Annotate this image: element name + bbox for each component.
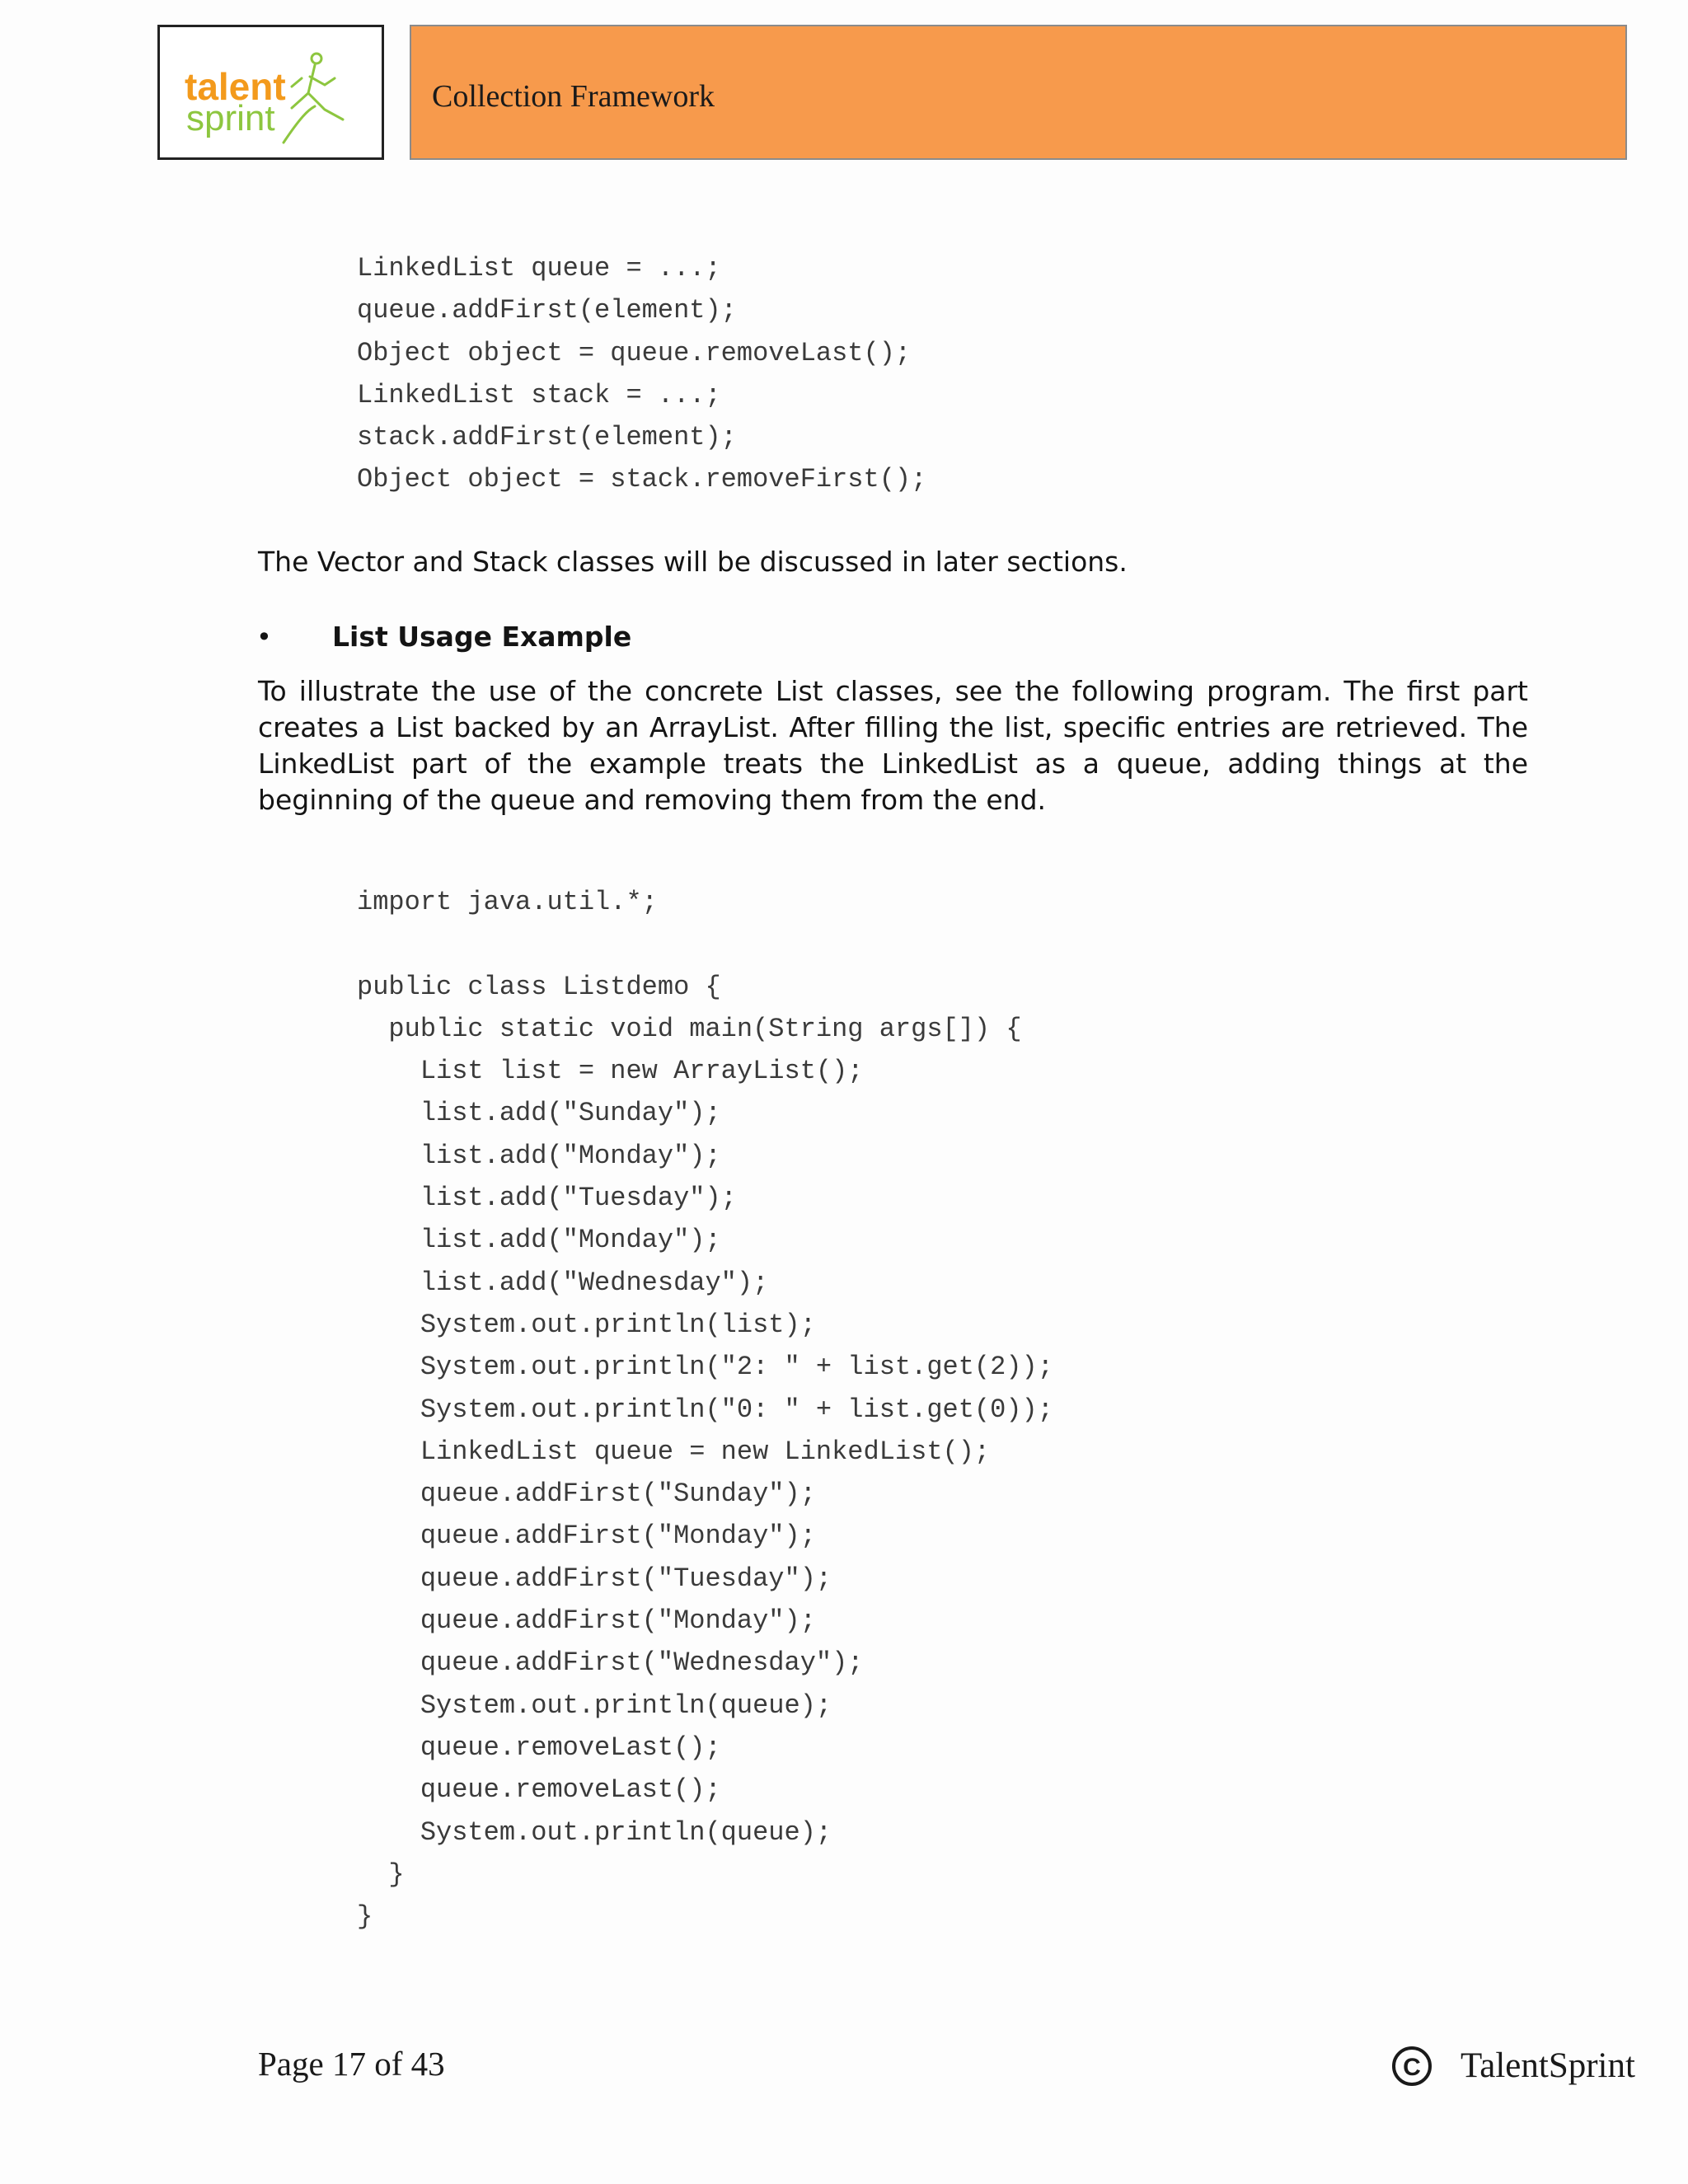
code-line: LinkedList queue = ...; xyxy=(357,253,721,284)
code-line: List list = new ArrayList(); xyxy=(357,1056,864,1087)
logo-box xyxy=(157,25,384,160)
code-line: queue.addFirst("Sunday"); xyxy=(357,1479,816,1510)
code-line: queue.addFirst("Wednesday"); xyxy=(357,1647,864,1679)
code-line: import java.util.*; xyxy=(357,887,658,917)
code-line: queue.removeLast(); xyxy=(357,1732,721,1763)
code-block-1 xyxy=(357,247,926,501)
code-line: LinkedList stack = ...; xyxy=(357,379,721,410)
code-line: System.out.println("2: " + list.get(2)); xyxy=(357,1352,1053,1383)
code-line: public class Listdemo { xyxy=(357,971,721,1002)
code-line: System.out.println(list); xyxy=(357,1309,816,1340)
code-line: System.out.println(queue); xyxy=(357,1816,832,1848)
paragraph-vector-stack: The Vector and Stack classes will be discussed in later sections. xyxy=(258,546,1128,578)
code-line: list.add("Wednesday"); xyxy=(357,1267,769,1298)
code-line: queue.removeLast(); xyxy=(357,1774,721,1806)
runner-figure-icon xyxy=(284,54,343,143)
bullet-marker: • xyxy=(256,621,272,653)
footer-brand: TalentSprint xyxy=(1461,2046,1635,2085)
code-line: System.out.println(queue); xyxy=(357,1690,832,1721)
section-heading: List Usage Example xyxy=(332,621,632,653)
code-line: list.add("Monday"); xyxy=(357,1140,721,1171)
header-title-bar xyxy=(410,25,1627,160)
code-line: queue.addFirst("Monday"); xyxy=(357,1521,816,1552)
logo-word-sprint: sprint xyxy=(186,98,275,138)
code-line: list.add("Tuesday"); xyxy=(357,1183,737,1214)
code-line: public static void main(String args[]) { xyxy=(357,1013,1022,1044)
page-number: Page 17 of 43 xyxy=(258,2045,445,2083)
logo-word-talent: talent xyxy=(185,65,286,108)
copyright-icon xyxy=(1390,2045,1433,2088)
code-line: } xyxy=(357,1858,405,1890)
code-line: System.out.println("0: " + list.get(0)); xyxy=(357,1394,1053,1425)
code-line: list.add("Monday"); xyxy=(357,1225,721,1256)
code-line: Object object = stack.removeFirst(); xyxy=(357,464,927,495)
talentsprint-logo xyxy=(160,27,382,157)
code-line: list.add("Sunday"); xyxy=(357,1098,721,1129)
code-line: Object object = queue.removeLast(); xyxy=(357,337,912,368)
code-line: queue.addFirst("Monday"); xyxy=(357,1605,816,1637)
code-line: } xyxy=(357,1901,373,1933)
paragraph-list-usage: To illustrate the use of the concrete List classes, see the following program. The first part creates a List backed by an ArrayList. After filling the list, specific entries are retrieved. The LinkedList part of the example treats the LinkedList as a queue, adding things at the beginning of the queue and removing them from the end. xyxy=(258,675,1528,816)
code-line: queue.addFirst("Tuesday"); xyxy=(357,1563,832,1594)
document-title: Collection Framework xyxy=(432,79,715,114)
code-line: stack.addFirst(element); xyxy=(357,422,737,453)
code-block-2 xyxy=(357,881,1053,1938)
code-line: queue.addFirst(element); xyxy=(357,295,737,326)
code-line xyxy=(357,923,1053,965)
code-line: LinkedList queue = new LinkedList(); xyxy=(357,1436,991,1467)
copyright-letter: C xyxy=(1403,2054,1421,2081)
